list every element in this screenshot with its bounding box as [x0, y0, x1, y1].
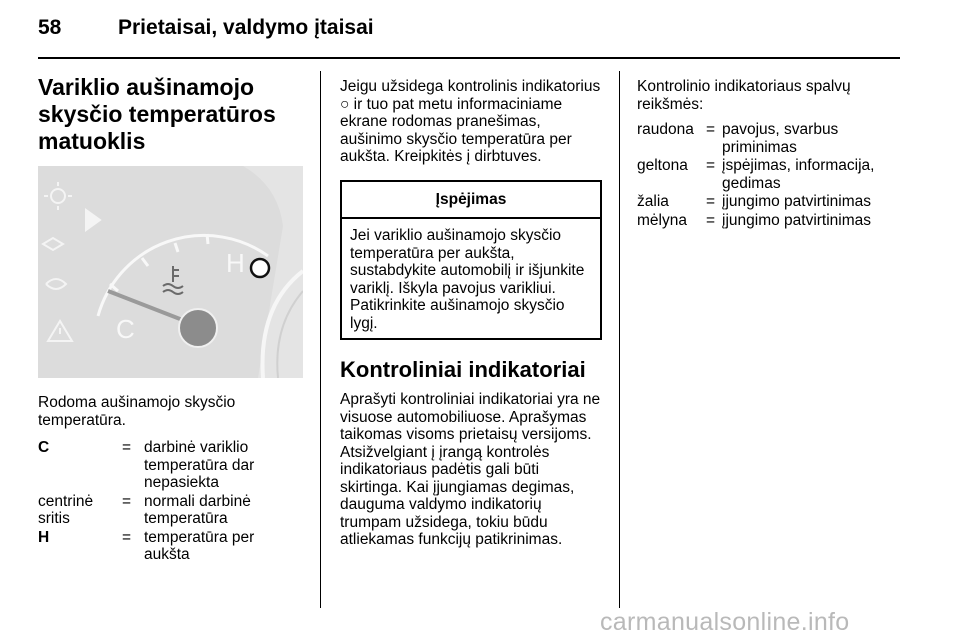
- definition-separator: =: [122, 492, 132, 510]
- color-term-blue: mėlyna: [637, 211, 687, 229]
- section-title-indicators: Kontroliniai indikatoriai: [340, 357, 586, 382]
- color-desc-yellow: įspėjimas, informacija, gedimas: [722, 157, 875, 192]
- column-3: [637, 78, 899, 229]
- color-term-yellow: geltona: [637, 157, 688, 174]
- color-separator: =: [706, 193, 716, 210]
- warning-title: Įspėjimas: [342, 182, 600, 220]
- section-title-temperature-gauge: Variklio aušinamojo skysčio temperatūros matuoklis: [38, 74, 276, 154]
- definition-desc-c: darbinė variklio temperatūra dar nepasiekta: [144, 439, 255, 491]
- figure-caption: Rodoma aušinamojo skysčio temperatūra.: [38, 394, 236, 429]
- indicators-body: Aprašyti kontroliniai indikatoriai yra ne visuose automobiliuose. Aprašymas taikomas visoms prietaisų versijoms. Atsižvelgiant į įrangą kontrolės indikatoriaus padėtis gali būti skirtinga. Kai įjungiamas degimas, dauguma valdymo indikatorių trumpam užsidega, tokiu būdu atliekamas funkcijų patikrinimas.: [340, 391, 601, 548]
- coolant-gauge-illustration: [38, 166, 303, 378]
- coolant-gauge-figure: [38, 166, 303, 378]
- column-divider-1: [320, 71, 321, 608]
- column-2: [340, 78, 602, 559]
- definition-desc-center: normali darbinė temperatūra: [144, 492, 251, 527]
- overheat-intro: Jeigu užsidega kontrolinis indikatorius ○ ir tuo pat metu informaciniame ekrane rodomas pranešimas, aušinimo skysčio temperatūra per aukšta. Kreipkitės į dirbtuves.: [340, 78, 601, 165]
- color-desc-blue: įjungimo patvirtinimas: [722, 211, 872, 229]
- color-term-red: raudona: [637, 121, 694, 138]
- chapter-title: Prietaisai, valdymo įtaisai: [118, 16, 374, 39]
- gauge-hub: [179, 309, 217, 347]
- gauge-definitions: [38, 439, 303, 564]
- warning-body: Jei variklio aušinamojo skysčio temperatūra per aukšta, sustabdykite automobilį ir išjunkite variklį. Iškyla pavojus varikliui. Patikrinkite aušinamojo skysčio lygį.: [350, 227, 585, 332]
- page-header: [38, 16, 900, 46]
- color-definitions: [637, 121, 899, 229]
- overheat-indicator-icon: [251, 259, 269, 277]
- color-desc-red: pavojus, svarbus priminimas: [722, 121, 839, 156]
- definition-term-center: centrinė sritis: [38, 492, 94, 527]
- color-term-green: žalia: [637, 193, 669, 210]
- header-rule: [38, 57, 900, 59]
- watermark: carmanualsonline.info: [600, 608, 850, 636]
- definition-separator: =: [122, 439, 132, 456]
- definition-term-h: H: [38, 528, 50, 546]
- column-divider-2: [619, 71, 620, 608]
- color-desc-green: įjungimo patvirtinimas: [722, 193, 872, 210]
- column-1: [38, 74, 303, 564]
- warning-box: [340, 180, 602, 341]
- color-separator: =: [706, 157, 716, 174]
- page-number: 58: [38, 16, 62, 39]
- definition-term-c: C: [38, 439, 50, 456]
- color-meaning-intro: Kontrolinio indikatoriaus spalvų reikšmės:: [637, 78, 851, 113]
- gauge-label-c: C: [116, 314, 135, 344]
- color-separator: =: [706, 121, 716, 138]
- definition-separator: =: [122, 528, 132, 546]
- color-separator: =: [706, 211, 716, 229]
- gauge-label-h: H: [226, 248, 245, 278]
- definition-desc-h: temperatūra per aukšta: [144, 528, 255, 563]
